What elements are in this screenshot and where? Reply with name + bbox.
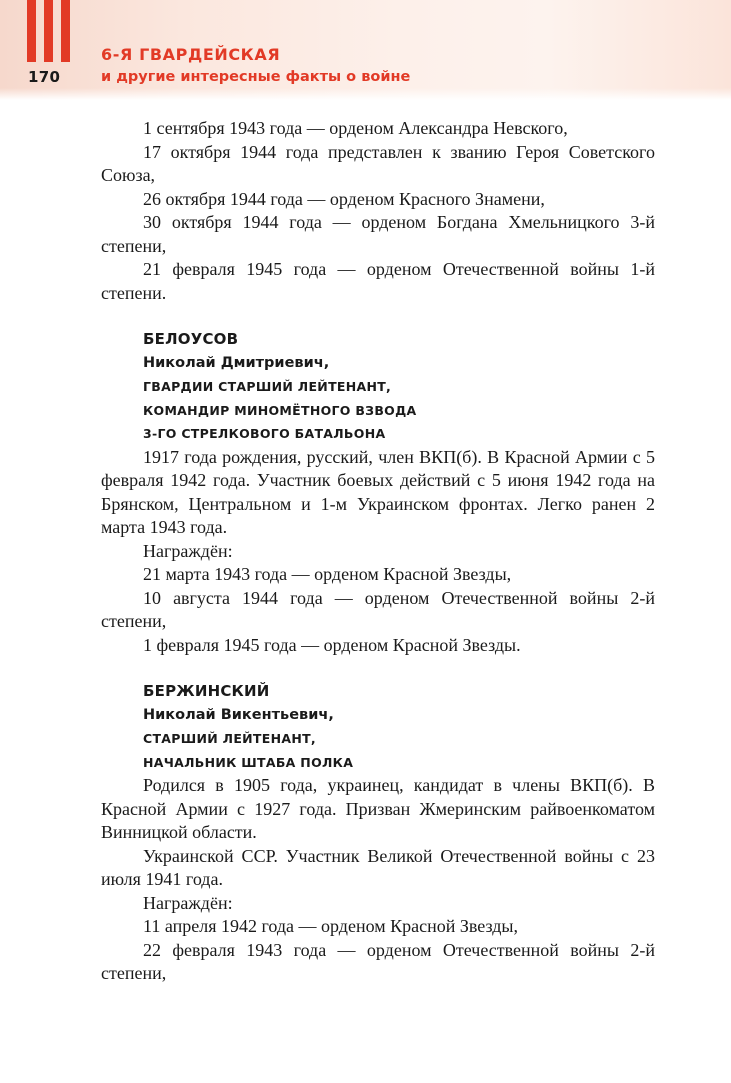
entry-paragraph: Награждён: <box>143 892 233 913</box>
award-line: 30 октября 1944 года — орденом Богдана Хмельницкого 3-й степени, <box>101 212 655 256</box>
header-stripe <box>61 0 70 62</box>
entry-first-names: Николай Викентьевич, <box>143 706 334 723</box>
award-line: 26 октября 1944 года — орденом Красного Знамени, <box>143 188 545 209</box>
entry-rank-line: НАЧАЛЬНИК ШТАБА ПОЛКА <box>143 754 354 770</box>
entry-first-names: Николай Дмитриевич, <box>143 354 330 371</box>
entry-paragraph: Награждён: <box>143 540 233 561</box>
entry-paragraph: 11 апреля 1942 года — орденом Красной Звезды, <box>143 916 519 936</box>
award-line: 17 октября 1944 года представлен к званию Героя Советского Союза, <box>101 141 655 185</box>
entry-paragraph: 21 марта 1943 года — орденом Красной Звезды, <box>143 564 512 584</box>
award-line: 1 сентября 1943 года — орденом Александра Невского, <box>143 118 568 138</box>
entry-paragraph: 10 августа 1944 года — орденом Отечественной войны 2-й степени, <box>101 587 655 631</box>
award-line: 21 февраля 1945 года — орденом Отечественной войны 1-й степени. <box>101 259 655 303</box>
page-content <box>101 117 655 986</box>
running-title <box>101 44 410 88</box>
entry-surname: БЕРЖИНСКИЙ <box>143 682 270 700</box>
running-title-line1: 6-Я ГВАРДЕЙСКАЯ <box>101 45 281 64</box>
biography-entry <box>101 680 655 986</box>
entry-paragraph: 1917 года рождения, русский, член ВКП(б). В Красной Армии с 5 февраля 1942 года. Участник боевых действий с 5 июня 1942 года на Брянском, Центральном и 1-м Украинском фронтах. Легко ранен 2 марта 1943 года. <box>101 446 655 537</box>
entry-rank-line: ГВАРДИИ СТАРШИЙ ЛЕЙТЕНАНТ, <box>143 379 392 394</box>
entry-rank-line: 3-ГО СТРЕЛКОВОГО БАТАЛЬОНА <box>143 426 386 441</box>
entry-paragraph: 1 февраля 1945 года — орденом Красной Звезды. <box>143 634 521 655</box>
biography-entry <box>101 328 655 657</box>
section-gap <box>101 305 655 328</box>
header-stripe <box>44 0 53 62</box>
running-title-line2: и другие интересные факты о войне <box>101 69 411 85</box>
entry-rank-line: СТАРШИЙ ЛЕЙТЕНАНТ, <box>143 731 316 746</box>
section-gap <box>101 657 655 680</box>
page-number: 170 <box>28 68 61 86</box>
header-fade <box>0 88 731 100</box>
entry-surname: БЕЛОУСОВ <box>143 330 239 348</box>
header-stripe <box>27 0 36 62</box>
entry-rank-line: КОМАНДИР МИНОМЁТНОГО ВЗВОДА <box>143 402 417 418</box>
entry-paragraph: Родился в 1905 года, украинец, кандидат в члены ВКП(б). В Красной Армии с 1927 года. Призван Жмеринским райвоенкоматом Винницкой области. <box>101 775 655 842</box>
entry-paragraph: 22 февраля 1943 года — орденом Отечественной войны 2-й степени, <box>101 939 655 983</box>
entry-paragraph: Украинской ССР. Участник Великой Отечественной войны с 23 июля 1941 года. <box>101 845 655 889</box>
